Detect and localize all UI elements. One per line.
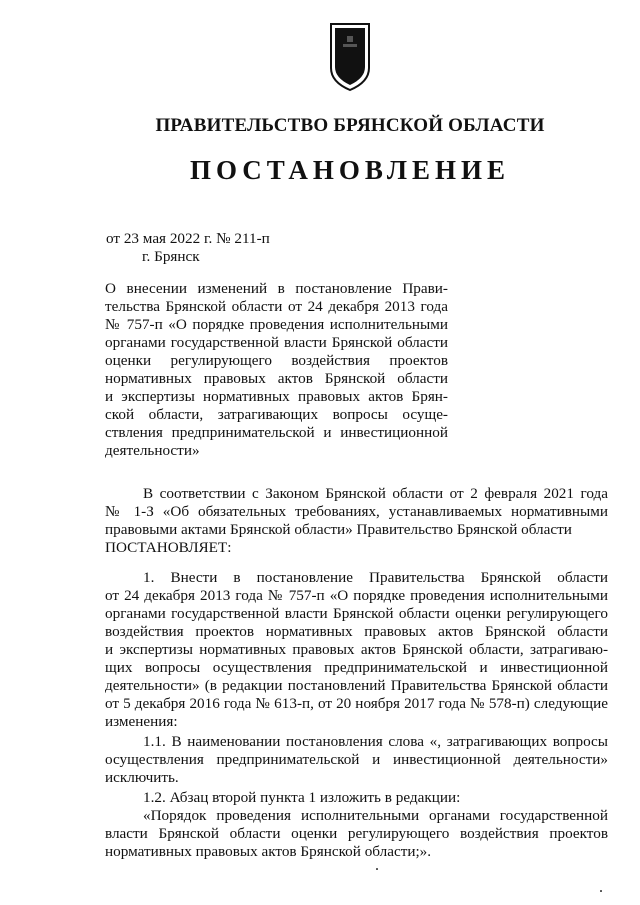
subject-line: деятельности» — [105, 442, 200, 459]
subject-line: О внесении изменений в постановление Прави- — [105, 280, 448, 297]
subject-line: органами государственной власти Брянской области — [105, 334, 448, 351]
date-number-line: от 23 мая 2022 г. № 211-п — [106, 230, 270, 247]
item-1-2-line: власти Брянской области оценки регулирующего воздействия проектов — [105, 825, 608, 842]
item-1-line: от 5 декабря 2016 года № 613-п, от 20 ноября 2017 года № 578-п) следующие — [105, 695, 608, 712]
item-1-1-line: исключить. — [105, 769, 179, 786]
scan-speck — [600, 890, 602, 892]
item-1-line: щих вопросы осуществления предпринимательской и инвестиционной — [105, 659, 608, 676]
item-1-line: от 24 декабря 2013 года № 757-п «О порядке проведения исполнительными — [105, 587, 608, 604]
item-1-line: и экспертизы нормативных правовых актов Брянской области, затрагиваю- — [105, 641, 608, 658]
item-1-line: деятельности» (в редакции постановлений Правительства Брянской области — [105, 677, 608, 694]
subject-line: № 757-п «О порядке проведения исполнительными — [105, 316, 448, 333]
subject-line: ской области, затрагивающих вопросы осуще- — [105, 406, 448, 423]
government-title: ПРАВИТЕЛЬСТВО БРЯНСКОЙ ОБЛАСТИ — [155, 115, 545, 136]
item-1-2-line: 1.2. Абзац второй пункта 1 изложить в редакции: — [143, 789, 461, 806]
scan-speck — [376, 868, 378, 870]
item-1-1-line: 1.1. В наименовании постановления слова «, затрагивающих вопросы — [143, 733, 608, 750]
subject-line: оценки регулирующего воздействия проектов — [105, 352, 448, 369]
item-1-2-line: «Порядок проведения исполнительными органами государственной — [143, 807, 608, 824]
preamble-line: ПОСТАНОВЛЯЕТ: — [105, 539, 232, 556]
subject-line: тельства Брянской области от 24 декабря 2013 года — [105, 298, 448, 315]
item-1-line: воздействия проектов нормативных правовых актов Брянской области — [105, 623, 608, 640]
coat-of-arms-icon — [325, 22, 375, 92]
document-type: ПОСТАНОВЛЕНИЕ — [189, 155, 511, 185]
preamble-line: правовыми актами Брянской области» Правительство Брянской области — [105, 521, 572, 538]
item-1-line: изменения: — [105, 713, 178, 730]
item-1-line: органами государственной власти Брянской области оценки регулирующего — [105, 605, 608, 622]
subject-line: нормативных правовых актов Брянской области — [105, 370, 448, 387]
preamble-line: № 1-З «Об обязательных требованиях, устанавливаемых нормативными — [105, 503, 608, 520]
item-1-2-line: нормативных правовых актов Брянской области;». — [105, 843, 432, 860]
subject-line: ствления предпринимательской и инвестиционной — [105, 424, 448, 441]
preamble-line: В соответствии с Законом Брянской области от 2 февраля 2021 года — [143, 485, 608, 502]
city-line: г. Брянск — [142, 248, 200, 265]
item-1-line: 1. Внести в постановление Правительства Брянской области — [143, 569, 608, 586]
item-1-1-line: осуществления предпринимательской и инвестиционной деятельности» — [105, 751, 608, 768]
subject-line: и экспертизы нормативных правовых актов Брян- — [105, 388, 448, 405]
